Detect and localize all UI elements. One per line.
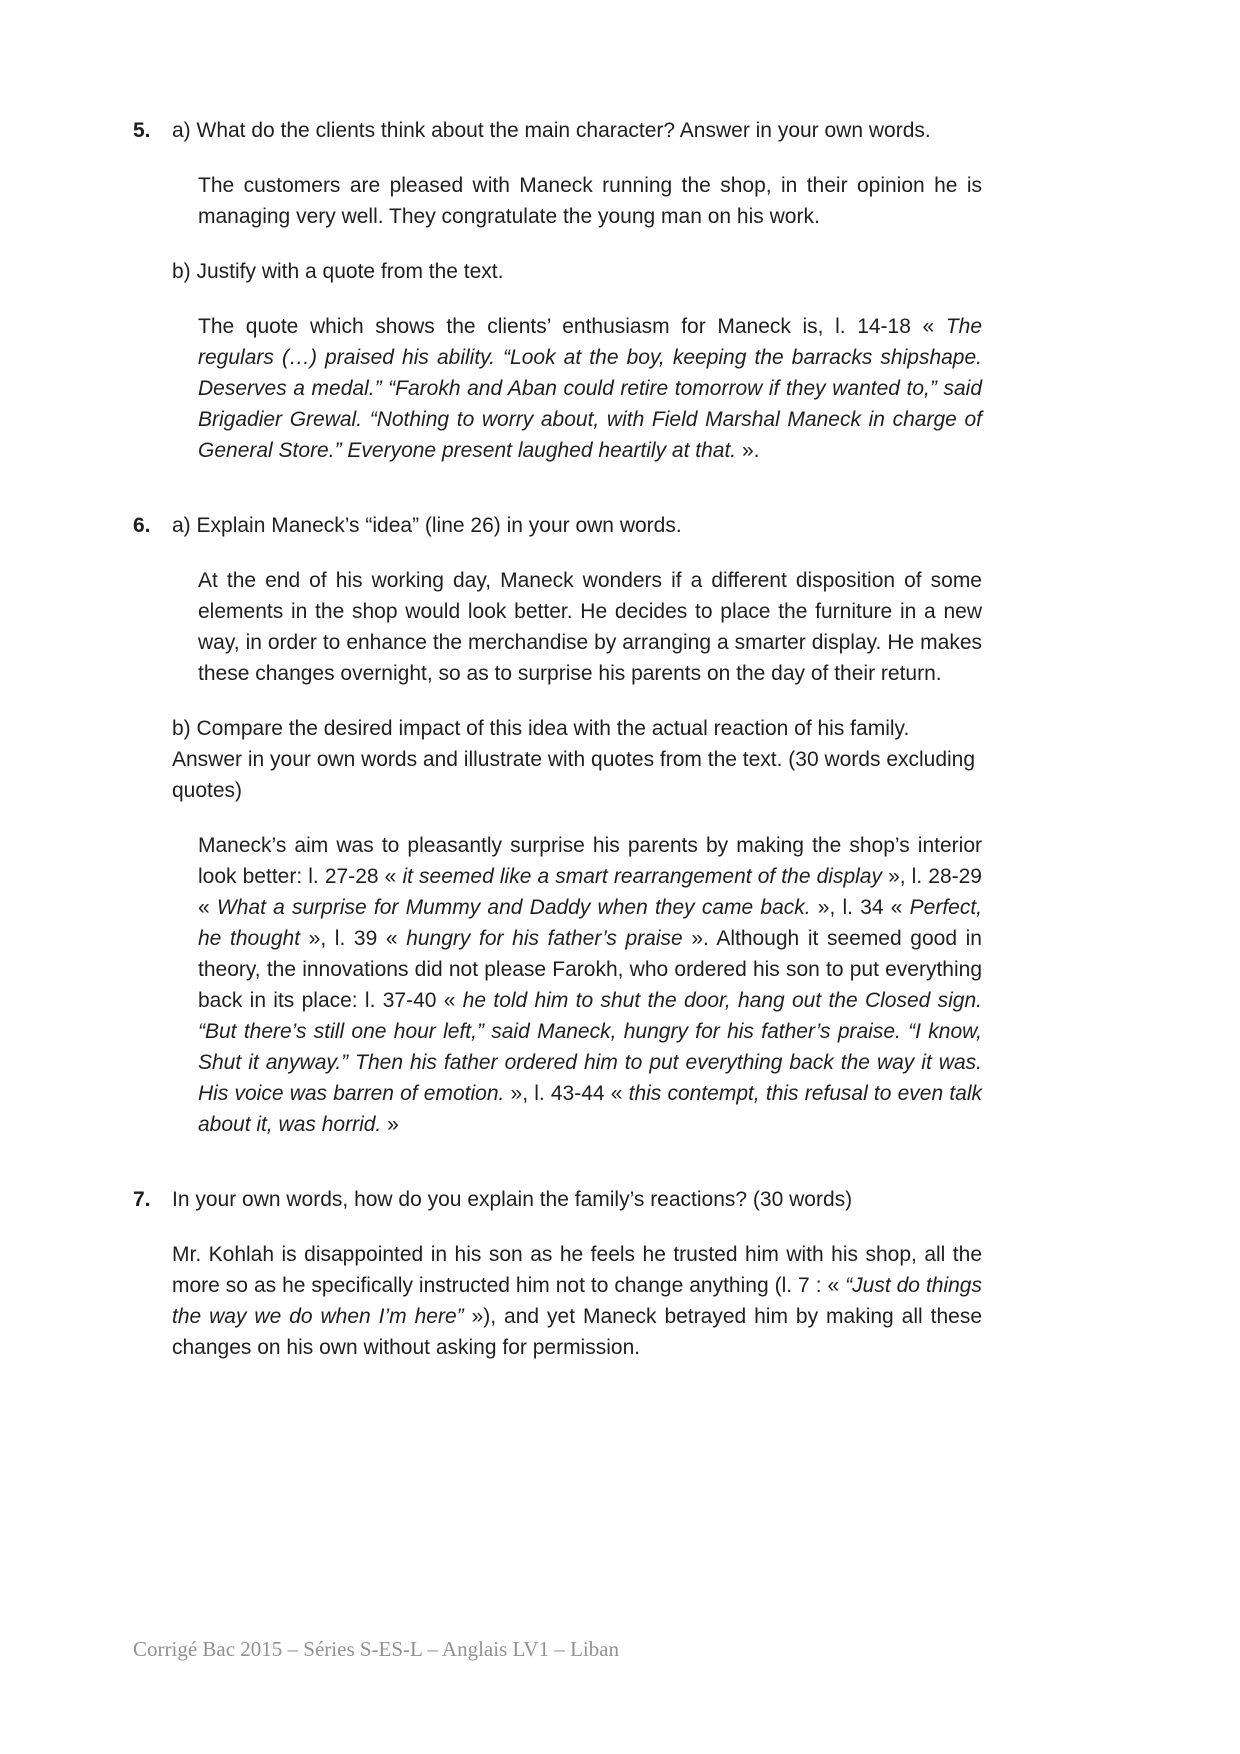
question-6b-prompt: b) Compare the desired impact of this idea with the actual reaction of his family. Answer in your own words and illustrate with quotes from the text. (30 words excluding quotes): [172, 717, 976, 802]
question-6b-answer: Maneck’s aim was to pleasantly surprise his parents by making the shop’s interior look better: l. 27-28 « it seemed like a smart rearrangement of the display », l. 28-29 « What a surprise for Mummy and Daddy when they came back. », l. 34 « Perfect, he thought », l. 39 « hungry for his father’s praise ». Although it seemed good in theory, the innovations did not please Farokh, who ordered his son to put everything back in its place: l. 37-40 « he told him to shut the door, hang out the Closed sign. “But there’s still one hour left,” said Maneck, hungry for his father’s praise. “I know, Shut it anyway.” Then his father ordered him to put everything back the way it was. His voice was barren of emotion. », l. 43-44 « this contempt, this refusal to even talk about it, was horrid. »: [198, 834, 983, 1136]
question-7: [133, 1184, 982, 1363]
page-footer: Corrigé Bac 2015 – Séries S-ES-L – Anglais LV1 – Liban: [133, 1637, 620, 1661]
question-6a-answer: At the end of his working day, Maneck wonders if a different disposition of some elements in the shop would look better. He decides to place the furniture in a new way, in order to enhance the merchandise by arranging a smarter display. He makes these changes overnight, so as to surprise his parents on the day of their return.: [198, 569, 982, 685]
question-5-number: 5.: [133, 119, 151, 142]
question-7-prompt: In your own words, how do you explain the family’s reactions? (30 words): [172, 1188, 853, 1211]
question-6a-prompt: a) Explain Maneck’s “idea” (line 26) in your own words.: [172, 514, 682, 537]
question-6: [133, 510, 982, 1140]
question-7-body: [172, 1184, 982, 1363]
question-7-number: 7.: [133, 1188, 151, 1211]
question-5a-answer: The customers are pleased with Maneck running the shop, in their opinion he is managing very well. They congratulate the young man on his work.: [198, 174, 982, 228]
question-5b-prompt: b) Justify with a quote from the text.: [172, 260, 504, 283]
question-7-answer: Mr. Kohlah is disappointed in his son as he feels he trusted him with his shop, all the more so as he specifically instructed him not to change anything (l. 7 : « “Just do things the way we do when I’m here” »), and yet Maneck betrayed him by making all these changes on his own without asking for permission.: [172, 1243, 982, 1359]
question-5a-prompt: a) What do the clients think about the main character? Answer in your own words.: [172, 119, 931, 142]
document-content: [133, 115, 982, 1363]
question-6-body: [172, 510, 982, 1140]
question-5-body: [172, 115, 982, 466]
question-5: [133, 115, 982, 466]
question-6-number: 6.: [133, 514, 151, 537]
question-5b-answer: The quote which shows the clients’ enthusiasm for Maneck is, l. 14-18 « The regulars (…) praised his ability. “Look at the boy, keeping the barracks shipshape. Deserves a medal.” “Farokh and Aban could retire tomorrow if they wanted to,” said Brigadier Grewal. “Nothing to worry about, with Field Marshal Maneck in charge of General Store.” Everyone present laughed heartily at that. ».: [198, 315, 982, 462]
